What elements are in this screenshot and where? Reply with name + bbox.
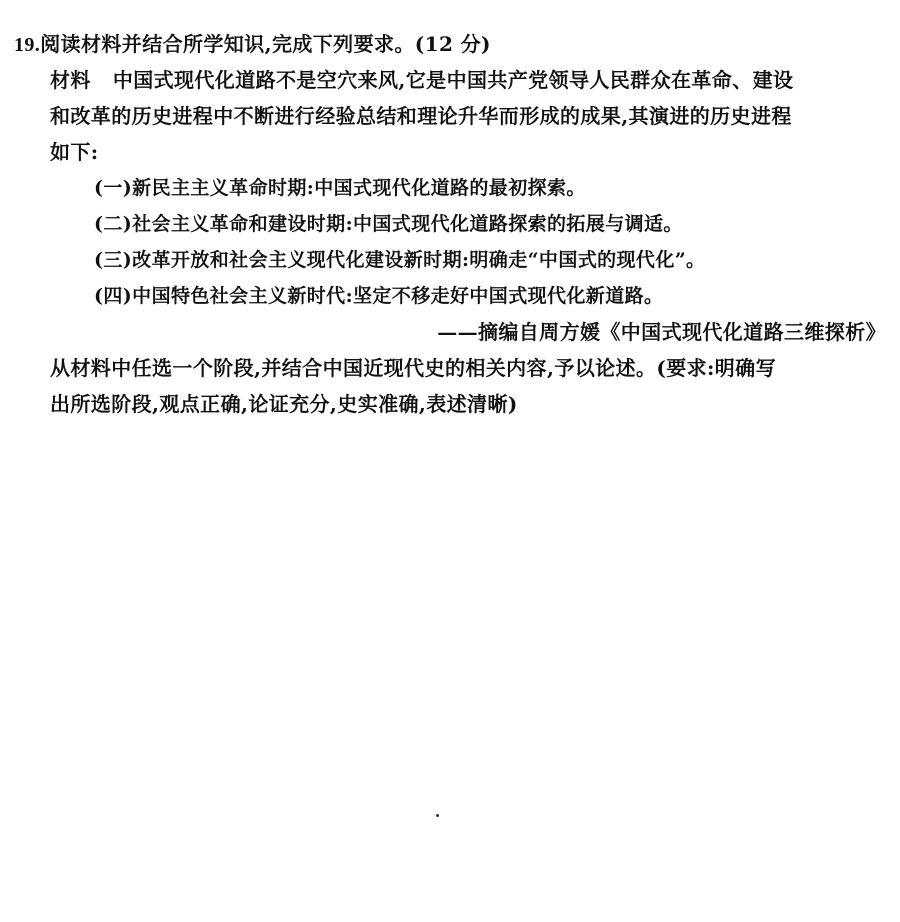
stage-item-3: (三)改革开放和社会主义现代化建设新时期:明确走“中国式的现代化”。 <box>94 249 706 271</box>
stage-item-1: (一)新民主主义革命时期:中国式现代化道路的最初探索。 <box>94 177 586 199</box>
source-citation: ——摘编自周方媛《中国式现代化道路三维探析》 <box>437 320 886 344</box>
material-text-1: 中国式现代化道路不是空穴来风,它是中国共产党领导人民群众在革命、建设 <box>112 68 794 92</box>
question-prompt: 阅读材料并结合所学知识,完成下列要求。(12 分) <box>40 32 491 56</box>
task-line-1: 从材料中任选一个阶段,并结合中国近现代史的相关内容,予以论述。(要求:明确写 <box>50 356 776 380</box>
stage-item-2: (二)社会主义革命和建设时期:中国式现代化道路探索的拓展与调适。 <box>94 213 683 235</box>
question-heading <box>14 32 491 57</box>
question-number: 19. <box>14 34 41 56</box>
task-line-2: 出所选阶段,观点正确,论证充分,史实准确,表述清晰) <box>50 392 518 416</box>
material-line-1 <box>50 68 793 92</box>
material-line-3: 如下: <box>50 140 99 164</box>
stray-dot <box>436 814 439 817</box>
material-line-2: 和改革的历史进程中不断进行经验总结和理论升华而形成的成果,其演进的历史进程 <box>50 104 792 128</box>
stage-item-4: (四)中国特色社会主义新时代:坚定不移走好中国式现代化新道路。 <box>94 285 664 307</box>
material-label: 材料 <box>50 68 91 92</box>
